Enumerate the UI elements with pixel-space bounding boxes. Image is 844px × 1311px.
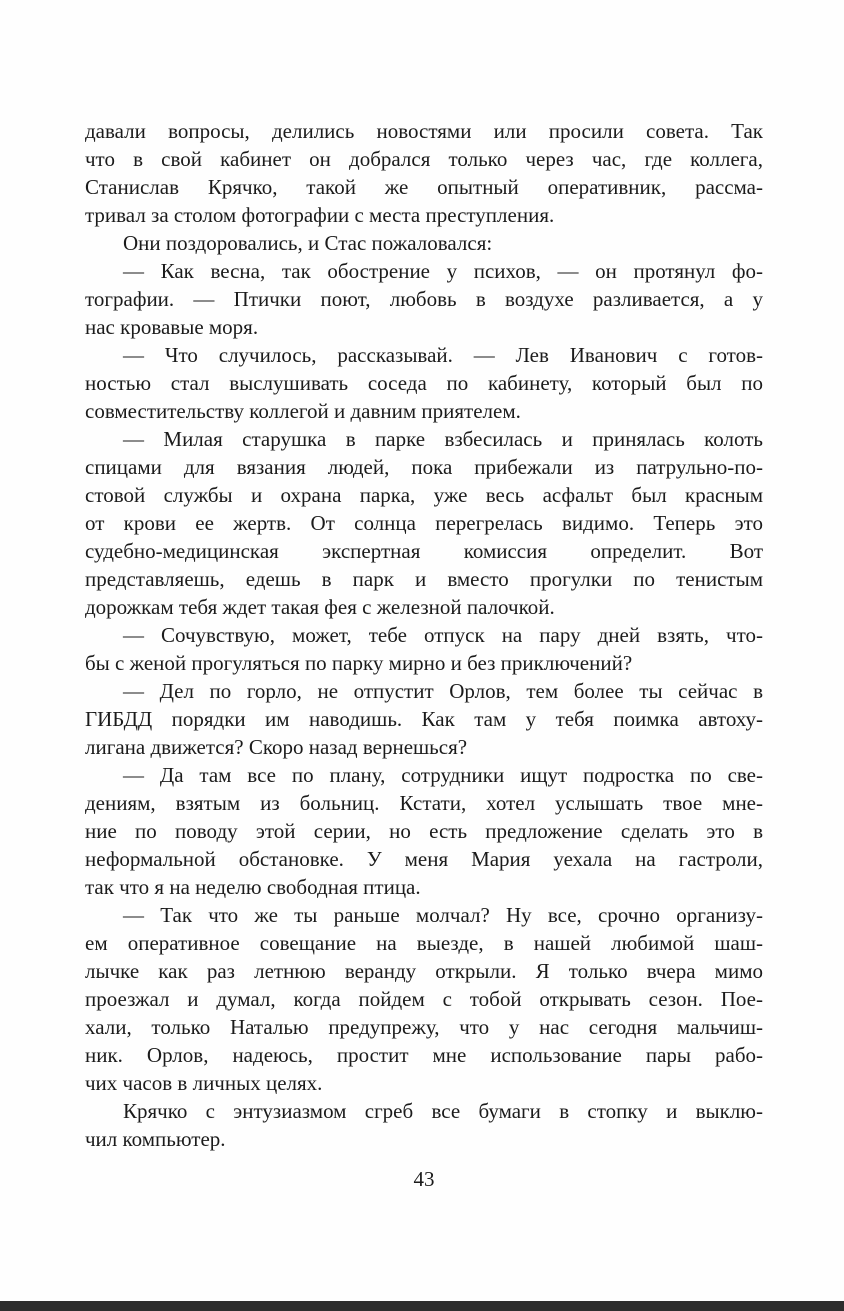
text-line: Крячко с энтузиазмом сгреб все бумаги в стопку и выклю- xyxy=(123,1099,763,1123)
paragraph xyxy=(85,229,763,257)
text-line: дениям, взятым из больниц. Кстати, хотел услышать твое мне- xyxy=(85,791,763,815)
page-text xyxy=(85,117,763,1153)
text-line: судебно-медицинская экспертная комиссия определит. Вот xyxy=(85,539,763,563)
text-line: нас кровавые моря. xyxy=(85,315,259,339)
text-line: чил компьютер. xyxy=(85,1127,226,1151)
text-line: хали, только Наталью предупрежу, что у нас сегодня мальчиш- xyxy=(85,1015,763,1039)
page-bottom-edge xyxy=(0,1301,844,1311)
page-number: 43 xyxy=(413,1167,435,1191)
paragraph xyxy=(85,425,763,621)
text-line: от крови ее жертв. От солнца перегрелась видимо. Теперь это xyxy=(85,511,763,535)
text-line: ГИБДД порядки им наводишь. Как там у тебя поимка автоху- xyxy=(85,707,763,731)
text-line: так что я на неделю свободная птица. xyxy=(85,875,421,899)
text-line: — Что случилось, рассказывай. — Лев Иванович с готов- xyxy=(123,343,763,367)
paragraph xyxy=(85,341,763,425)
text-line: ем оперативное совещание на выезде, в нашей любимой шаш- xyxy=(85,931,763,955)
text-line: Станислав Крячко, такой же опытный оперативник, рассма- xyxy=(85,175,763,199)
paragraph xyxy=(85,901,763,1097)
text-line: тографии. — Птички поют, любовь в воздухе разливается, а у xyxy=(85,287,763,311)
text-line: — Милая старушка в парке взбесилась и принялась колоть xyxy=(123,427,763,451)
text-line: бы с женой прогуляться по парку мирно и без приключений? xyxy=(85,651,633,675)
text-line: представляешь, едешь в парк и вместо прогулки по тенистым xyxy=(85,567,763,591)
text-line: ние по поводу этой серии, но есть предложение сделать это в xyxy=(85,819,763,843)
text-line: лычке как раз летнюю веранду открыли. Я только вчера мимо xyxy=(85,959,763,983)
text-line: неформальной обстановке. У меня Мария уехала на гастроли, xyxy=(85,847,763,871)
text-line: — Да там все по плану, сотрудники ищут подростка по све- xyxy=(123,763,763,787)
text-line: — Так что же ты раньше молчал? Ну все, срочно организу- xyxy=(123,903,763,927)
paragraph xyxy=(85,677,763,761)
text-line: тривал за столом фотографии с места преступления. xyxy=(85,203,555,227)
text-line: — Дел по горло, не отпустит Орлов, тем более ты сейчас в xyxy=(123,679,763,703)
text-line: проезжал и думал, когда пойдем с тобой открывать сезон. Пое- xyxy=(85,987,763,1011)
text-line: лигана движется? Скоро назад вернешься? xyxy=(85,735,468,759)
text-line: чих часов в личных целях. xyxy=(85,1071,323,1095)
text-line: что в свой кабинет он добрался только через час, где коллега, xyxy=(85,147,763,171)
text-line: — Сочувствую, может, тебе отпуск на пару дней взять, что- xyxy=(123,623,763,647)
text-line: дорожкам тебя ждет такая фея с железной палочкой. xyxy=(85,595,555,619)
text-line: давали вопросы, делились новостями или просили совета. Так xyxy=(85,119,763,143)
text-line: спицами для вязания людей, пока прибежали из патрульно-по- xyxy=(85,455,763,479)
text-line: Они поздоровались, и Стас пожаловался: xyxy=(123,231,493,255)
text-line: стовой службы и охрана парка, уже весь асфальт был красным xyxy=(85,483,763,507)
paragraph xyxy=(85,257,763,341)
text-line: совместительству коллегой и давним приятелем. xyxy=(85,399,521,423)
paragraph xyxy=(85,117,763,229)
paragraph xyxy=(85,621,763,677)
text-line: ник. Орлов, надеюсь, простит мне использование пары рабо- xyxy=(85,1043,763,1067)
text-line: ностью стал выслушивать соседа по кабинету, который был по xyxy=(85,371,763,395)
paragraph xyxy=(85,1097,763,1153)
text-line: — Как весна, так обострение у психов, — он протянул фо- xyxy=(123,259,763,283)
paragraph xyxy=(85,761,763,901)
